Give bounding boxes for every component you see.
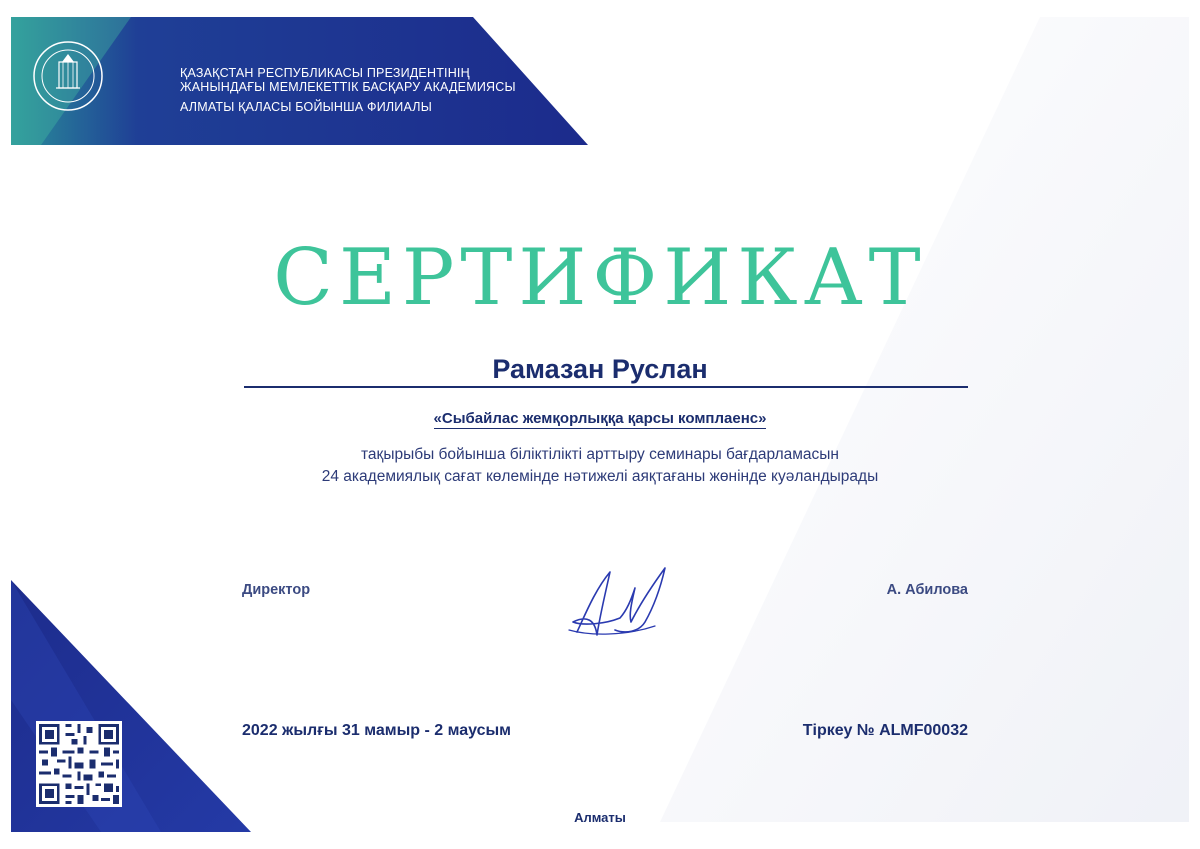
course-title — [0, 410, 1200, 427]
header-line-2: ЖАНЫНДАҒЫ МЕМЛЕКЕТТІК БАСҚАРУ АКАДЕМИЯСЫ — [180, 80, 516, 94]
course-title-text: «Сыбайлас жемқорлыққа қарсы комплаенс» — [433, 410, 767, 427]
header-line-1: ҚАЗАҚСТАН РЕСПУБЛИКАСЫ ПРЕЗИДЕНТІНІҢ — [180, 66, 470, 80]
header-line-3: АЛМАТЫ ҚАЛАСЫ БОЙЫНША ФИЛИАЛЫ — [180, 100, 432, 114]
recipient-name: Рамазан Руслан — [492, 354, 708, 384]
name-underline — [244, 386, 968, 388]
qr-code-icon — [36, 721, 122, 807]
signatory-name: А. Абилова — [886, 582, 968, 598]
description-line-1: тақырыбы бойынша біліктілікті арттыру семинары бағдарламасын — [361, 446, 839, 463]
handwritten-signature — [565, 560, 680, 645]
registration-number: Тіркеу № ALMF00032 — [802, 722, 968, 739]
certificate-title: СЕРТИФИКАТ — [273, 233, 927, 323]
header-institution-text — [180, 66, 516, 114]
certificate-description — [0, 444, 1200, 488]
academy-emblem-icon — [32, 40, 104, 112]
course-dates: 2022 жылғы 31 мамыр - 2 маусым — [242, 722, 512, 739]
city-name: Алматы — [574, 810, 626, 825]
signatory-position: Директор — [242, 582, 311, 598]
description-line-2: 24 академиялық сағат көлемінде нәтижелі аяқтағаны жөнінде куәландырады — [321, 468, 879, 485]
